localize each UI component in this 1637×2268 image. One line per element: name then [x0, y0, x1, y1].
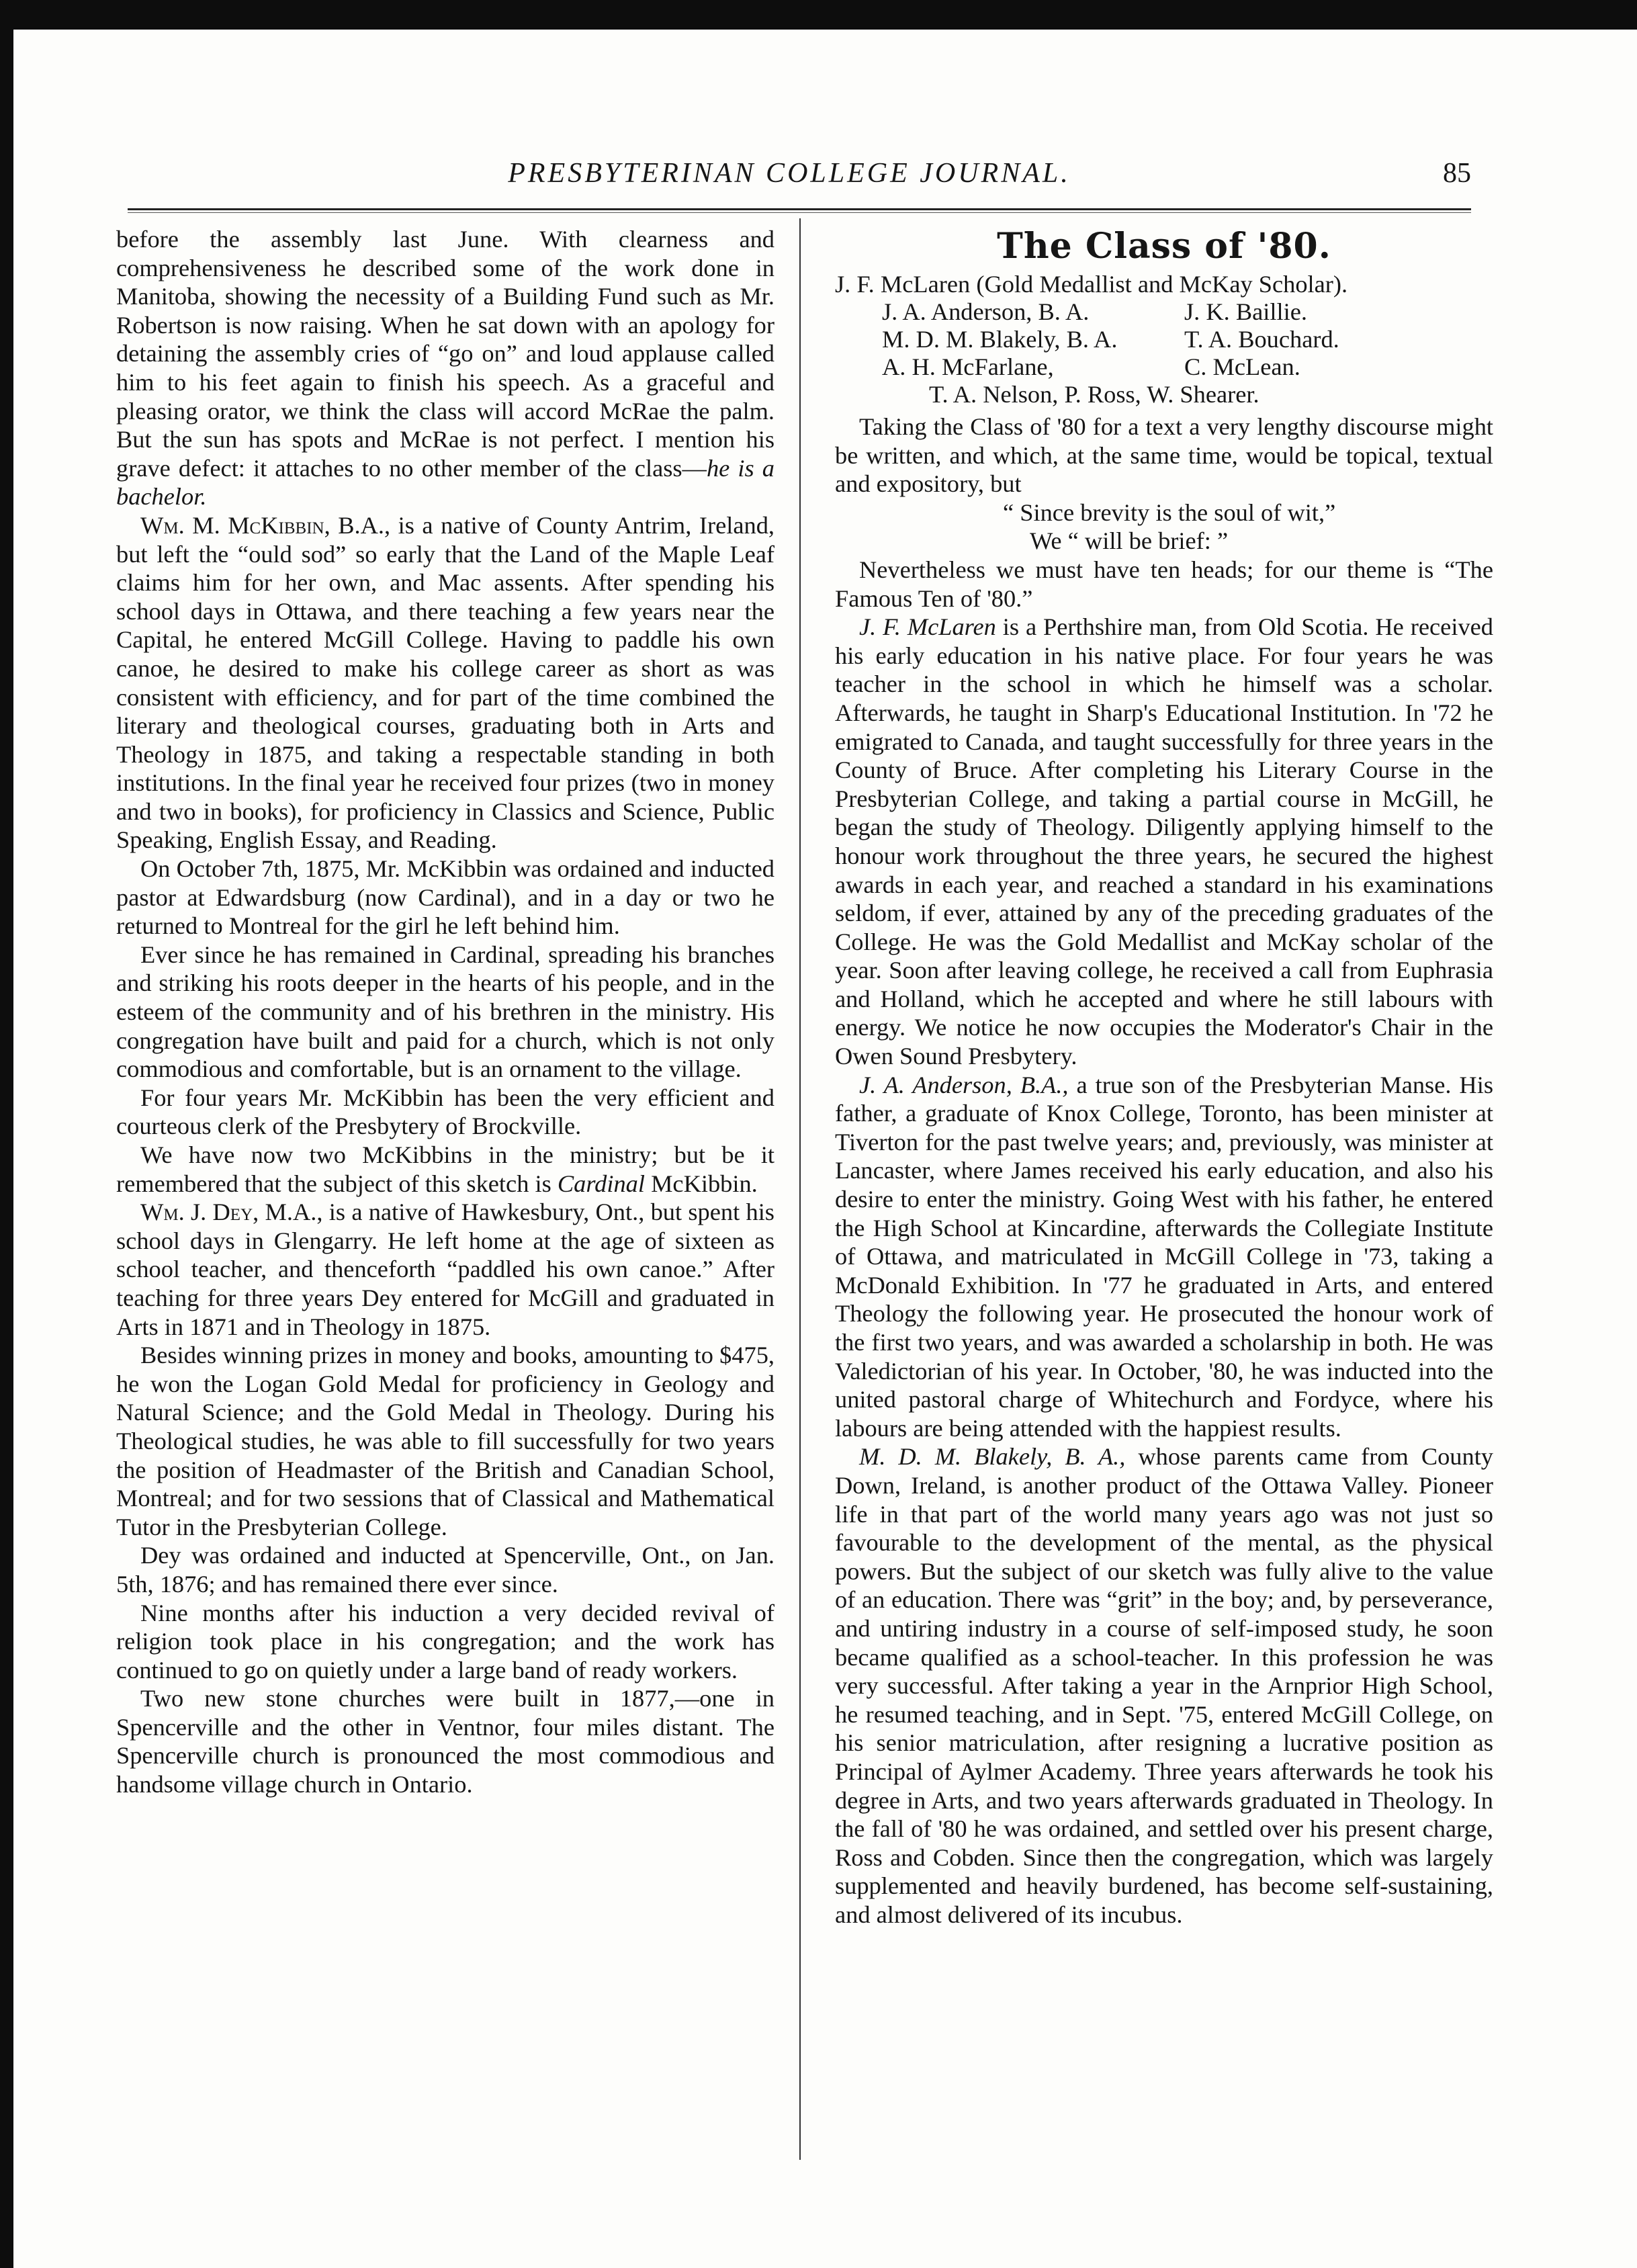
right-column [835, 225, 1493, 1929]
paragraph: Nevertheless we must have ten heads; for our theme is “The Famous Ten of '80.” [835, 556, 1493, 612]
roster-line: T. A. Nelson, P. Ross, W. Shearer. [929, 381, 1259, 408]
paragraph: J. A. Anderson, B.A., a true son of the Presbyterian Manse. His father, a graduate of Knox College, Toronto, has been minister at Tiverton for the past twelve years; and, previously, was minister at Lancaster, where James received his early education, and also his desire to enter the ministry. Going West with his father, he entered the High School at Kincardine, afterwards the Collegiate Institute of Ottawa, and matriculated in McGill College in '73, taking a McDonald Exhibition. In '77 he graduated in Arts, and entered Theology the following year. He prosecuted the honour work of the first two years, and was awarded a scholarship in both. He was Valedictorian of his year. In October, '80, he was inducted into the united pastoral charge of Whitechurch and Fordyce, where his labours are being attended with the happiest results. [835, 1071, 1493, 1442]
person-name: Wm. M. McKibbin, B.A., [140, 511, 391, 539]
class-roster [835, 271, 1493, 408]
page-number: 85 [1443, 158, 1471, 189]
paragraph: Two new stone churches were built in 1877,—one in Spencerville and the other in Ventnor, four miles distant. The Spencerville church is pronounced the most commodious and handsome village church in Ontario. [116, 1685, 775, 1798]
header-rule [128, 208, 1471, 213]
person-name: J. F. McLaren [859, 613, 996, 641]
scan-top-border [0, 0, 1637, 30]
paragraph: Taking the Class of '80 for a text a very lengthy discourse might be written, and which, at the same time, would be topical, textual and expository, but [835, 413, 1493, 498]
paragraph: Wm. M. McKibbin, B.A., is a native of County Antrim, Ireland, but left the “ould sod” so early that the Land of the Maple Leaf claims him for her own, and Mac assents. After spending his school days in Ottawa, and there teaching a few years near the Capital, he entered McGill College. Having to paddle his own canoe, he desired to make his college career as short as was consistent with efficiency, and for part of the time combined the literary and theological courses, graduating both in Arts and Theology in 1875, and taking a respectable standing in both institutions. In the final year he received four prizes (two in money and two in books), for proficiency in Classics and Science, Public Speaking, English Essay, and Reading. [116, 511, 775, 854]
left-column [116, 225, 775, 1799]
verse-line: “ Since brevity is the soul of wit,” [1003, 498, 1336, 526]
paragraph: Nine months after his induction a very decided revival of religion took place in his congregation; and the work has continued to go on quietly under a large band of ready workers. [116, 1599, 775, 1684]
paragraph: J. F. McLaren is a Perthshire man, from Old Scotia. He received his early education in his native place. For four years he was teacher in the school in which he himself was a scholar. Afterwards, he taught in Sharp's Educational Institution. In '72 he emigrated to Canada, and taught successfully for three years in the County of Bruce. After completing his Literary Course in the Presbyterian College, and taking a partial course in McGill, he began the study of Theology. Diligently applying himself to the honour work throughout the three years, he secured the highest awards in each year, and reached a standard in his examinations seldom, if ever, attained by any of the preceding graduates of the College. He was the Gold Medallist and McKay scholar of the year. Soon after leaving college, he received a call from Euphrasia and Holland, which he accepted and where he still labours with energy. We notice he now occupies the Moderator's Chair in the Owen Sound Presbytery. [835, 613, 1493, 1070]
paragraph: Ever since he has remained in Cardinal, spreading his branches and striking his roots deeper in the hearts of his people, and in the esteem of the community and of his brethren in the ministry. His congregation have built and paid for a church, which is not only commodious and comfortable, but is an ornament to the village. [116, 941, 775, 1083]
paragraph: Dey was ordained and inducted at Spencerville, Ont., on Jan. 5th, 1876; and has remained there ever since. [116, 1542, 775, 1598]
scan-left-border [0, 0, 13, 2268]
paragraph: Besides winning prizes in money and books, amounting to $475, he won the Logan Gold Medal for proficiency in Geology and Natural Science; and the Gold Medal in Theology. During his Theological studies, he was able to fill successfully for two years the position of Headmaster of the British and Canadian School, Montreal; and for two sessions that of Classical and Mathematical Tutor in the Presbyterian College. [116, 1342, 775, 1540]
italic-phrase: Cardinal [557, 1170, 645, 1197]
person-name: Wm. J. Dey, M.A., [140, 1198, 323, 1226]
roster-line: J. A. Anderson, B. A. J. K. Baillie. [882, 298, 1307, 325]
verse-line: We “ will be brief: ” [1030, 527, 1229, 555]
section-title: The Class of '80. [997, 226, 1331, 267]
paragraph: Wm. J. Dey, M.A., is a native of Hawkesbury, Ont., but spent his school days in Glengarry. He left home at the age of sixteen as school teacher, and thenceforth “paddled his own canoe.” After teaching for three years Dey entered for McGill and graduated in Arts in 1871 and in Theology in 1875. [116, 1198, 775, 1340]
person-name: M. D. M. Blakely, B. A., [859, 1443, 1126, 1471]
roster-line: A. H. McFarlane, C. McLean. [882, 353, 1300, 380]
paragraph: For four years Mr. McKibbin has been the very efficient and courteous clerk of the Presbytery of Brockville. [116, 1084, 775, 1140]
column-divider [799, 218, 801, 2160]
roster-line: J. F. McLaren (Gold Medallist and McKay Scholar). [835, 271, 1348, 298]
running-header [107, 157, 1471, 204]
journal-title: PRESBYTERINAN COLLEGE JOURNAL. [508, 158, 1071, 189]
person-name: J. A. Anderson, B.A., [859, 1071, 1069, 1098]
italic-phrase: he is a bachelor. [116, 454, 775, 511]
roster-line: M. D. M. Blakely, B. A. T. A. Bouchard. [882, 326, 1339, 353]
paragraph: before the assembly last June. With clearness and comprehensiveness he described some of the work done in Manitoba, showing the necessity of a Building Fund such as Mr. Robertson is now raising. When he sat down with an apology for detaining the assembly cries of “go on” and loud applause called him to his feet again to finish his speech. As a graceful and pleasing orator, we think the class will accord McRae the palm. But the sun has spots and McRae is not perfect. I mention his grave defect: it attaches to no other member of the class—he is a bachelor. [116, 226, 775, 511]
paragraph: We have now two McKibbins in the ministry; but be it remembered that the subject of this sketch is Cardinal McKibbin. [116, 1141, 775, 1197]
paragraph: On October 7th, 1875, Mr. McKibbin was ordained and inducted pastor at Edwardsburg (now Cardinal), and in a day or two he returned to Montreal for the girl he left behind him. [116, 855, 775, 940]
paragraph: M. D. M. Blakely, B. A., whose parents came from County Down, Ireland, is another product of the Ottawa Valley. Pioneer life in that part of the world many years ago was not just so favourable to the development of the mental, as the physical powers. But the subject of our sketch was fully alive to the value of an education. There was “grit” in the boy; and, by perseverance, and untiring industry in a course of self-imposed study, he soon became qualified as a school-teacher. In this profession he was very successful. After taking a year in the Arnprior High School, he resumed teaching, and in Sept. '75, entered McGill College, on his senior matriculation, after resigning a lucrative position as Principal of Aylmer Academy. Three years afterwards he took his degree in Arts, and two years afterwards graduated in Theology. In the fall of '80 he was ordained, and settled over his present charge, Ross and Cobden. Since then the congregation, which was largely supplemented and heavily burdened, has become self-sustaining, and almost delivered of its incubus. [835, 1443, 1493, 1928]
